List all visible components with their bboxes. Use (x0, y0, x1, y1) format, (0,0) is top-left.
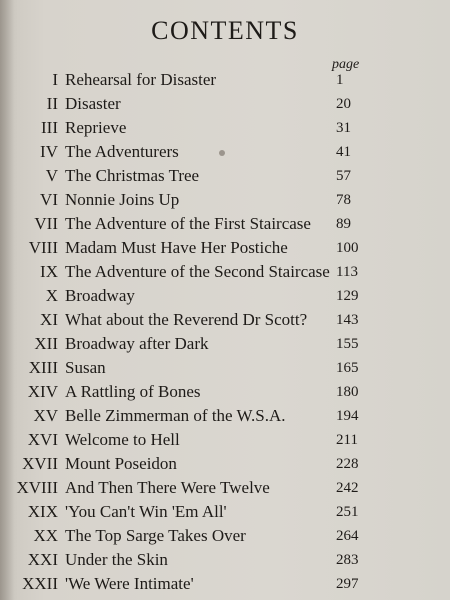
chapter-title: A Rattling of Bones (65, 382, 201, 401)
chapter-number: VII (34, 214, 58, 233)
chapter-number: XVII (22, 454, 58, 473)
chapter-title: The Adventure of the First Staircase (65, 214, 311, 233)
chapter-title: And Then There Were Twelve (65, 478, 270, 497)
chapter-title: Nonnie Joins Up (65, 190, 180, 209)
contents-entry (0, 284, 450, 308)
chapter-page: 89 (336, 216, 351, 232)
contents-entry (0, 116, 450, 140)
chapter-title: What about the Reverend Dr Scott? (65, 310, 308, 329)
contents-entry (0, 188, 450, 212)
contents-entry (0, 524, 450, 548)
chapter-number: XXII (22, 574, 58, 593)
chapter-number: XVIII (16, 478, 58, 497)
chapter-number: XIX (27, 502, 58, 521)
chapter-number: XXI (27, 550, 58, 569)
page-title: CONTENTS (151, 16, 299, 45)
contents-entry (0, 356, 450, 380)
chapter-title: Madam Must Have Her Postiche (65, 238, 288, 257)
chapter-number: II (46, 94, 58, 113)
chapter-title: Susan (65, 358, 106, 377)
chapter-page: 211 (336, 432, 358, 448)
chapter-number: I (52, 70, 58, 89)
chapter-number: X (45, 286, 58, 305)
chapter-title: Reprieve (65, 118, 127, 137)
contents-entry (0, 68, 450, 92)
chapter-page: 143 (336, 312, 359, 328)
chapter-number: XIII (28, 358, 58, 377)
contents-entry (0, 428, 450, 452)
chapter-page: 1 (336, 72, 344, 88)
contents-entry (0, 500, 450, 524)
contents-entry (0, 572, 450, 596)
contents-entry (0, 380, 450, 404)
contents-entry (0, 140, 450, 164)
chapter-page: 297 (336, 576, 359, 592)
chapter-number: VI (40, 190, 58, 209)
chapter-number: IV (40, 142, 58, 161)
chapter-title: Disaster (65, 94, 121, 113)
chapter-page: 78 (336, 192, 351, 208)
chapter-page: 242 (336, 480, 359, 496)
chapter-title: Under the Skin (65, 550, 168, 569)
chapter-page: 155 (336, 336, 359, 352)
chapter-page: 41 (336, 144, 351, 160)
chapter-number: XV (33, 406, 58, 425)
chapter-number: V (45, 166, 58, 185)
chapter-title: Mount Poseidon (65, 454, 177, 473)
contents-entry (0, 92, 450, 116)
contents-entry (0, 452, 450, 476)
chapter-title: The Top Sarge Takes Over (65, 526, 246, 545)
contents-entry (0, 548, 450, 572)
contents-entry (0, 308, 450, 332)
chapter-page: 165 (336, 360, 359, 376)
chapter-page: 228 (336, 456, 359, 472)
chapter-title: Broadway (65, 286, 135, 305)
page-column-label: page (332, 57, 360, 72)
chapter-page: 57 (336, 168, 351, 184)
contents-entry (0, 164, 450, 188)
contents-entry (0, 236, 450, 260)
chapter-number: XI (40, 310, 58, 329)
chapter-number: XX (33, 526, 58, 545)
chapter-title: The Adventurers (65, 142, 179, 161)
contents-entry (0, 260, 450, 284)
chapter-page: 264 (336, 528, 359, 544)
contents-entry (0, 404, 450, 428)
chapter-page: 113 (336, 264, 358, 280)
chapter-page: 20 (336, 96, 351, 112)
chapter-number: XII (34, 334, 58, 353)
chapter-page: 129 (336, 288, 359, 304)
chapter-title: The Adventure of the Second Staircase (65, 262, 330, 281)
chapter-title: The Christmas Tree (65, 166, 200, 185)
chapter-page: 194 (336, 408, 359, 424)
chapter-number: VIII (28, 238, 58, 257)
chapter-page: 251 (336, 504, 359, 520)
chapter-title: Belle Zimmerman of the W.S.A. (65, 406, 286, 425)
chapter-page: 180 (336, 384, 359, 400)
chapter-title: 'We Were Intimate' (65, 574, 194, 593)
chapter-page: 283 (336, 552, 359, 568)
chapter-page: 100 (336, 240, 359, 256)
chapter-title: Rehearsal for Disaster (65, 70, 217, 89)
chapter-number: XVI (27, 430, 58, 449)
chapter-title: Broadway after Dark (65, 334, 209, 353)
contents-entry (0, 212, 450, 236)
chapter-number: IX (40, 262, 58, 281)
contents-entry (0, 332, 450, 356)
chapter-title: 'You Can't Win 'Em All' (65, 502, 227, 521)
chapter-number: III (41, 118, 58, 137)
chapter-number: XIV (27, 382, 58, 401)
contents-entry (0, 476, 450, 500)
chapter-page: 31 (336, 120, 351, 136)
chapter-title: Welcome to Hell (65, 430, 180, 449)
